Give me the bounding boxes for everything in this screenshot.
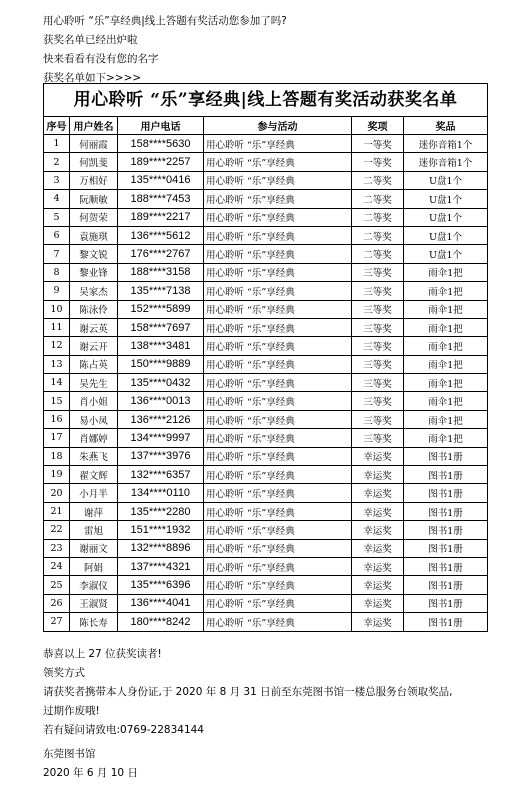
user-name-cell: 谢云开 [70, 337, 118, 355]
intro-line: 获奖名单如下>>>> [43, 72, 142, 84]
row-number-cell: 26 [44, 594, 70, 612]
row-number-cell: 20 [44, 484, 70, 502]
table-row [44, 171, 488, 189]
congrats-text: 恭喜以上 27 位获奖读者! [43, 648, 162, 660]
user-name-cell: 朱燕飞 [70, 447, 118, 465]
row-number-cell: 5 [44, 208, 70, 226]
award-level-cell: 三等奖 [352, 282, 404, 300]
table-row [44, 374, 488, 392]
activity-cell: 用心聆听 “乐”享经典 [204, 613, 352, 631]
award-level-cell: 三等奖 [352, 355, 404, 373]
user-name-cell: 陈泳伶 [70, 300, 118, 318]
prize-cell: 雨伞1把 [404, 410, 488, 428]
award-level-cell: 三等奖 [352, 429, 404, 447]
user-phone-cell: 188****7453 [118, 190, 204, 208]
table-header [44, 117, 488, 135]
table-row [44, 484, 488, 502]
prize-cell: 迷你音箱1个 [404, 153, 488, 171]
user-phone-cell: 136****4041 [118, 594, 204, 612]
prize-cell: 雨伞1把 [404, 374, 488, 392]
column-header: 奖项 [352, 117, 404, 135]
award-level-cell: 幸运奖 [352, 502, 404, 520]
activity-cell: 用心聆听 “乐”享经典 [204, 484, 352, 502]
user-phone-cell: 158****5630 [118, 135, 204, 153]
user-phone-cell: 135****6396 [118, 576, 204, 594]
award-level-cell: 一等奖 [352, 153, 404, 171]
user-phone-cell: 152****5899 [118, 300, 204, 318]
activity-cell: 用心聆听 “乐”享经典 [204, 190, 352, 208]
table-row [44, 355, 488, 373]
prize-cell: 雨伞1把 [404, 355, 488, 373]
prize-cell: 雨伞1把 [404, 300, 488, 318]
user-name-cell: 何贺荣 [70, 208, 118, 226]
award-level-cell: 幸运奖 [352, 447, 404, 465]
user-name-cell: 吴家杰 [70, 282, 118, 300]
user-name-cell: 谢云英 [70, 318, 118, 336]
activity-cell: 用心聆听 “乐”享经典 [204, 466, 352, 484]
activity-cell: 用心聆听 “乐”享经典 [204, 557, 352, 575]
table-row [44, 337, 488, 355]
award-level-cell: 二等奖 [352, 245, 404, 263]
table-row [44, 410, 488, 428]
activity-cell: 用心聆听 “乐”享经典 [204, 392, 352, 410]
user-name-cell: 阿娟 [70, 557, 118, 575]
user-name-cell: 黎文锐 [70, 245, 118, 263]
prize-cell: 图书1册 [404, 594, 488, 612]
activity-cell: 用心聆听 “乐”享经典 [204, 502, 352, 520]
activity-cell: 用心聆听 “乐”享经典 [204, 171, 352, 189]
prize-cell: 图书1册 [404, 521, 488, 539]
prize-cell: 迷你音箱1个 [404, 135, 488, 153]
activity-cell: 用心聆听 “乐”享经典 [204, 521, 352, 539]
user-phone-cell: 189****2257 [118, 153, 204, 171]
prize-cell: U盘1个 [404, 171, 488, 189]
row-number-cell: 17 [44, 429, 70, 447]
org-date: 2020 年 6 月 10 日 [43, 767, 138, 779]
activity-cell: 用心聆听 “乐”享经典 [204, 576, 352, 594]
award-level-cell: 三等奖 [352, 337, 404, 355]
award-level-cell: 幸运奖 [352, 594, 404, 612]
table-row [44, 263, 488, 281]
user-name-cell: 肖小姐 [70, 392, 118, 410]
row-number-cell: 27 [44, 613, 70, 631]
column-header: 奖品 [404, 117, 488, 135]
row-number-cell: 15 [44, 392, 70, 410]
prize-cell: U盘1个 [404, 245, 488, 263]
award-level-cell: 三等奖 [352, 374, 404, 392]
prize-cell: 图书1册 [404, 484, 488, 502]
prize-cell: U盘1个 [404, 208, 488, 226]
activity-cell: 用心聆听 “乐”享经典 [204, 337, 352, 355]
prize-cell: 雨伞1把 [404, 263, 488, 281]
prize-cell: 雨伞1把 [404, 282, 488, 300]
user-name-cell: 袁施琪 [70, 226, 118, 244]
activity-cell: 用心聆听 “乐”享经典 [204, 300, 352, 318]
user-name-cell: 雷旭 [70, 521, 118, 539]
award-level-cell: 幸运奖 [352, 576, 404, 594]
prize-cell: 雨伞1把 [404, 337, 488, 355]
intro-line: 用心聆听 “乐”享经典|线上答题有奖活动您参加了吗? [43, 15, 287, 27]
user-phone-cell: 138****3481 [118, 337, 204, 355]
table-row [44, 318, 488, 336]
column-header: 参与活动 [204, 117, 352, 135]
user-name-cell: 何丽霞 [70, 135, 118, 153]
award-level-cell: 幸运奖 [352, 539, 404, 557]
award-level-cell: 幸运奖 [352, 613, 404, 631]
organization-signature [43, 745, 138, 783]
user-phone-cell: 136****2126 [118, 410, 204, 428]
contact-text: 若有疑问请致电:0769-22834144 [43, 724, 204, 736]
activity-cell: 用心聆听 “乐”享经典 [204, 208, 352, 226]
row-number-cell: 24 [44, 557, 70, 575]
award-level-cell: 三等奖 [352, 263, 404, 281]
row-number-cell: 18 [44, 447, 70, 465]
table-row [44, 594, 488, 612]
user-phone-cell: 136****0013 [118, 392, 204, 410]
activity-cell: 用心聆听 “乐”享经典 [204, 318, 352, 336]
header-row [44, 117, 488, 135]
table-row [44, 429, 488, 447]
row-number-cell: 21 [44, 502, 70, 520]
user-phone-cell: 150****9889 [118, 355, 204, 373]
award-level-cell: 幸运奖 [352, 466, 404, 484]
row-number-cell: 10 [44, 300, 70, 318]
row-number-cell: 11 [44, 318, 70, 336]
user-name-cell: 翟文辉 [70, 466, 118, 484]
table-row [44, 392, 488, 410]
column-header: 用户姓名 [70, 117, 118, 135]
row-number-cell: 19 [44, 466, 70, 484]
table-body [44, 135, 488, 632]
table-row [44, 576, 488, 594]
activity-cell: 用心聆听 “乐”享经典 [204, 263, 352, 281]
user-phone-cell: 136****5612 [118, 226, 204, 244]
table-row [44, 245, 488, 263]
award-level-cell: 幸运奖 [352, 484, 404, 502]
user-name-cell: 何凯斐 [70, 153, 118, 171]
user-phone-cell: 158****7697 [118, 318, 204, 336]
user-phone-cell: 137****3976 [118, 447, 204, 465]
activity-cell: 用心聆听 “乐”享经典 [204, 226, 352, 244]
prize-cell: U盘1个 [404, 190, 488, 208]
user-phone-cell: 132****8896 [118, 539, 204, 557]
table-row [44, 208, 488, 226]
table-title: 用心聆听 “乐”享经典|线上答题有奖活动获奖名单 [43, 83, 488, 116]
award-level-cell: 三等奖 [352, 392, 404, 410]
row-number-cell: 2 [44, 153, 70, 171]
user-name-cell: 肖娜婷 [70, 429, 118, 447]
intro-line: 获奖名单已经出炉啦 [43, 34, 138, 46]
table-row [44, 282, 488, 300]
footer-text [43, 645, 452, 740]
prize-cell: 图书1册 [404, 557, 488, 575]
activity-cell: 用心聆听 “乐”享经典 [204, 135, 352, 153]
prize-cell: 图书1册 [404, 576, 488, 594]
table-row [44, 466, 488, 484]
table-row [44, 153, 488, 171]
user-name-cell: 小月半 [70, 484, 118, 502]
column-header: 序号 [44, 117, 70, 135]
winners-table [43, 83, 488, 632]
user-phone-cell: 135****0432 [118, 374, 204, 392]
user-name-cell: 黎业锋 [70, 263, 118, 281]
table-row [44, 135, 488, 153]
user-phone-cell: 135****0416 [118, 171, 204, 189]
award-level-cell: 二等奖 [352, 171, 404, 189]
user-name-cell: 谢萍 [70, 502, 118, 520]
table-row [44, 447, 488, 465]
table-row [44, 502, 488, 520]
prize-cell: 图书1册 [404, 539, 488, 557]
user-phone-cell: 135****2280 [118, 502, 204, 520]
award-level-cell: 三等奖 [352, 300, 404, 318]
activity-cell: 用心聆听 “乐”享经典 [204, 355, 352, 373]
user-name-cell: 陈长寿 [70, 613, 118, 631]
prize-cell: 雨伞1把 [404, 318, 488, 336]
row-number-cell: 4 [44, 190, 70, 208]
table-row [44, 521, 488, 539]
award-level-cell: 二等奖 [352, 190, 404, 208]
method-text: 请获奖者携带本人身份证,于 2020 年 8 月 31 日前至东莞图书馆一楼总服务台领取奖品, [43, 686, 453, 698]
table-row [44, 190, 488, 208]
user-phone-cell: 134****0110 [118, 484, 204, 502]
award-level-cell: 一等奖 [352, 135, 404, 153]
table-row [44, 226, 488, 244]
prize-cell: 图书1册 [404, 502, 488, 520]
row-number-cell: 22 [44, 521, 70, 539]
user-name-cell: 易小凤 [70, 410, 118, 428]
prize-cell: 图书1册 [404, 613, 488, 631]
award-level-cell: 幸运奖 [352, 521, 404, 539]
row-number-cell: 3 [44, 171, 70, 189]
activity-cell: 用心聆听 “乐”享经典 [204, 410, 352, 428]
row-number-cell: 6 [44, 226, 70, 244]
method-title: 领奖方式 [43, 667, 85, 679]
award-level-cell: 幸运奖 [352, 557, 404, 575]
activity-cell: 用心聆听 “乐”享经典 [204, 594, 352, 612]
user-phone-cell: 188****3158 [118, 263, 204, 281]
user-name-cell: 谢丽文 [70, 539, 118, 557]
row-number-cell: 7 [44, 245, 70, 263]
row-number-cell: 14 [44, 374, 70, 392]
user-phone-cell: 180****8242 [118, 613, 204, 631]
award-level-cell: 三等奖 [352, 410, 404, 428]
user-phone-cell: 132****6357 [118, 466, 204, 484]
user-name-cell: 万相好 [70, 171, 118, 189]
user-name-cell: 王淑贤 [70, 594, 118, 612]
prize-cell: 雨伞1把 [404, 429, 488, 447]
table-row [44, 613, 488, 631]
activity-cell: 用心聆听 “乐”享经典 [204, 539, 352, 557]
award-level-cell: 二等奖 [352, 226, 404, 244]
award-level-cell: 二等奖 [352, 208, 404, 226]
table-row [44, 539, 488, 557]
row-number-cell: 25 [44, 576, 70, 594]
intro-text [43, 12, 287, 88]
user-phone-cell: 137****4321 [118, 557, 204, 575]
prize-cell: 图书1册 [404, 447, 488, 465]
user-name-cell: 吴先生 [70, 374, 118, 392]
prize-cell: U盘1个 [404, 226, 488, 244]
activity-cell: 用心聆听 “乐”享经典 [204, 153, 352, 171]
row-number-cell: 23 [44, 539, 70, 557]
row-number-cell: 8 [44, 263, 70, 281]
activity-cell: 用心聆听 “乐”享经典 [204, 447, 352, 465]
user-phone-cell: 176****2767 [118, 245, 204, 263]
activity-cell: 用心聆听 “乐”享经典 [204, 282, 352, 300]
activity-cell: 用心聆听 “乐”享经典 [204, 429, 352, 447]
user-name-cell: 陈占英 [70, 355, 118, 373]
table-row [44, 557, 488, 575]
column-header: 用户电话 [118, 117, 204, 135]
row-number-cell: 1 [44, 135, 70, 153]
winners-table-container [43, 83, 487, 632]
row-number-cell: 16 [44, 410, 70, 428]
activity-cell: 用心聆听 “乐”享经典 [204, 245, 352, 263]
user-phone-cell: 189****2217 [118, 208, 204, 226]
row-number-cell: 13 [44, 355, 70, 373]
org-name: 东莞图书馆 [43, 748, 96, 760]
method-text: 过期作废哦! [43, 705, 100, 717]
row-number-cell: 12 [44, 337, 70, 355]
row-number-cell: 9 [44, 282, 70, 300]
user-name-cell: 李淑仪 [70, 576, 118, 594]
activity-cell: 用心聆听 “乐”享经典 [204, 374, 352, 392]
table-row [44, 300, 488, 318]
user-phone-cell: 134****9997 [118, 429, 204, 447]
user-phone-cell: 135****7138 [118, 282, 204, 300]
user-phone-cell: 151****1932 [118, 521, 204, 539]
prize-cell: 图书1册 [404, 466, 488, 484]
user-name-cell: 阮顺敏 [70, 190, 118, 208]
award-level-cell: 三等奖 [352, 318, 404, 336]
prize-cell: 雨伞1把 [404, 392, 488, 410]
intro-line: 快来看看有没有您的名字 [43, 53, 159, 65]
